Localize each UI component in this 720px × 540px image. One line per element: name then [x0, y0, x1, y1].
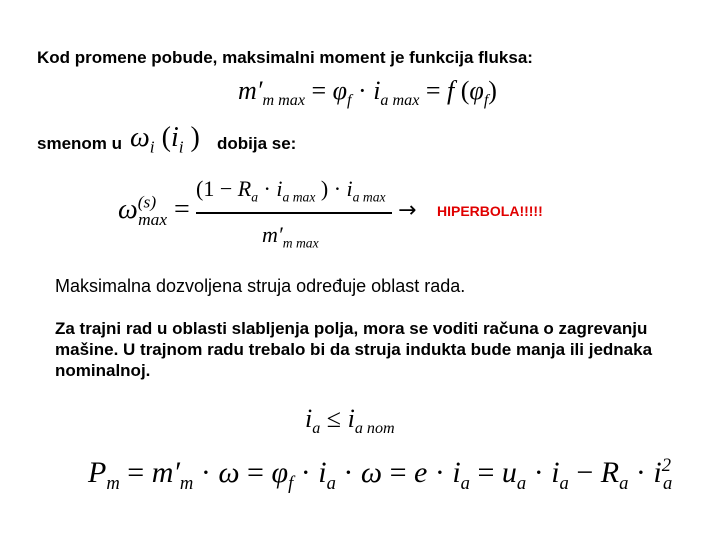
formula-omega-max: $\omega^{(s)}_{max}$ = [118, 192, 190, 229]
hyperbola-label: HIPERBOLA!!!!! [437, 203, 543, 219]
right-arrow-icon: → [398, 198, 417, 223]
fraction-denominator: $m'_{m max}$ [262, 222, 319, 251]
formula-max-torque: $m'_{m max} = \varphi_f \cdot i_{a max} = f$ $(\varphi_f)$ [238, 76, 497, 110]
field-weakening-paragraph: Za trajni rad u oblasti slabljenja polja, mora se voditi računa o zagrevanju mašine. U trajnom radu trebalo bi da struja indukta bude manja ili jednaka nominalnoj. [55, 319, 653, 380]
fraction-numerator: ($1 - R_a \cdot i_{a max}$ ) · $i_{a max}$ [196, 176, 386, 205]
substitution-label: smenom u [37, 134, 123, 153]
result-label: dobija se: [217, 134, 297, 153]
formula-omega-of-i: $\omega_i$ ($i_i$ ) [130, 122, 200, 157]
fraction-line [196, 212, 392, 214]
statement-flux: Kod promene pobude, maksimalni moment je funkcija fluksa: [37, 48, 533, 67]
formula-current-limit: $i_a \le i_{a nom}$ [305, 404, 395, 438]
formula-power: $P_m = m'_m \cdot \omega = \varphi_f \cdot i_a \cdot \omega = e \cdot i_a = u_a \cdot i_a - R_a \cdot i^2_a$ [88, 455, 673, 494]
current-limit-statement: Maksimalna dozvoljena struja određuje oblast rada. [55, 276, 466, 296]
